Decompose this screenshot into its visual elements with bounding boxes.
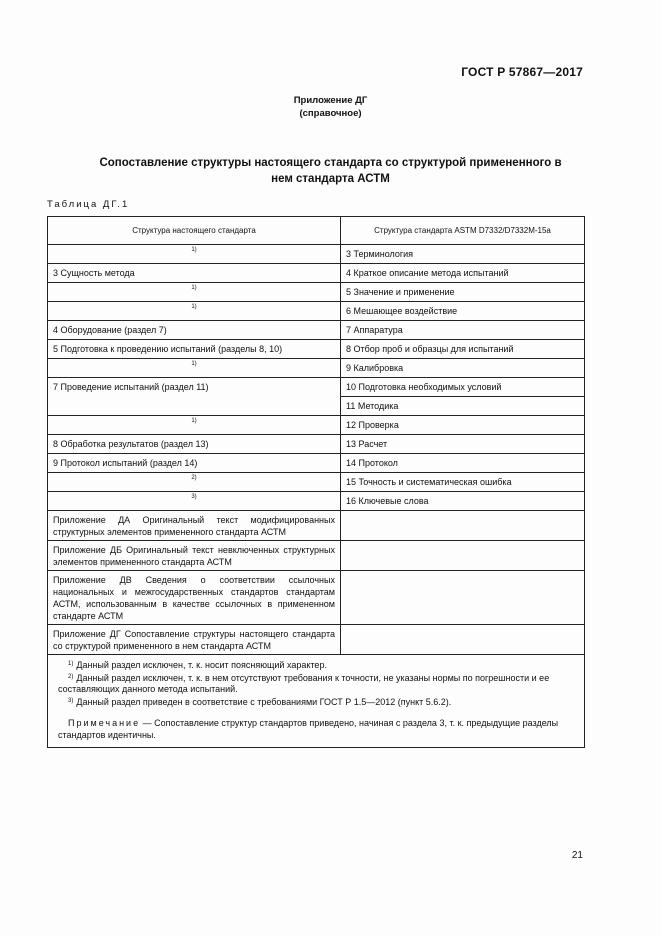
cell-left: Приложение ДБ Оригинальный текст невключенных структурных элементов примененного стандарта АСТМ [48, 541, 341, 571]
cell-left: Приложение ДГ Сопоставление структуры настоящего стандарта со структурой примененного в нем стандарта АСТМ [48, 625, 341, 655]
table-row [48, 571, 585, 625]
cell-right: 15 Точность и систематическая ошибка [341, 473, 585, 492]
appendix-label: Приложение ДГ [293, 95, 368, 106]
cell-right: 5 Значение и применение [341, 283, 585, 302]
cell-right: 10 Подготовка необходимых условий [341, 378, 585, 397]
table-row [48, 340, 585, 359]
cell-left: 7 Проведение испытаний (раздел 11) [48, 378, 341, 416]
table-row [48, 454, 585, 473]
cell-left: Приложение ДА Оригинальный текст модифицированных структурных элементов примененного стандарта АСТМ [48, 511, 341, 541]
table-row [48, 302, 585, 321]
table-row [48, 473, 585, 492]
header-right-column: Структура стандарта ASTM D7332/D7332M-15a [341, 217, 585, 245]
footnote-mark: 1) [68, 661, 74, 667]
table-row [48, 264, 585, 283]
table-row [48, 541, 585, 571]
table-note [58, 718, 578, 741]
cell-left: 4 Оборудование (раздел 7) [48, 321, 341, 340]
table-row [48, 245, 585, 264]
note-label: Примечание [68, 718, 141, 728]
cell-right: 16 Ключевые слова [341, 492, 585, 511]
footnote-mark: 2) [68, 673, 74, 680]
cell-right [341, 625, 585, 655]
page-number: 21 [571, 850, 583, 861]
footnote-text: Данный раздел исключен, т. к. в нем отсутствуют требования к точности, не указаны нормы по погрешности и ее составляющих данного метода испытаний. [58, 672, 550, 694]
cell-right: 12 Проверка [341, 416, 585, 435]
cell-left: 1) [48, 359, 341, 378]
table-row [48, 435, 585, 454]
table-row [48, 321, 585, 340]
section-title: Сопоставление структуры настоящего стандарта со структурой примененного в нем стандарта АСТМ [99, 157, 562, 185]
footnote [58, 672, 578, 696]
table-header-row [48, 217, 585, 245]
table-row [48, 378, 585, 397]
cell-left: 1) [48, 416, 341, 435]
cell-right: 4 Краткое описание метода испытаний [341, 264, 585, 283]
document-code: ГОСТ Р 57867—2017 [461, 65, 583, 79]
cell-left: 3 Сущность метода [48, 264, 341, 283]
footnote-text: Данный раздел исключен, т. к. носит поясняющий характер. [76, 660, 327, 670]
header-left-column: Структура настоящего стандарта [48, 217, 341, 245]
table-row [48, 416, 585, 435]
cell-right: 11 Методика [341, 397, 585, 416]
appendix-heading [0, 94, 661, 120]
table-row [48, 359, 585, 378]
table-row [48, 492, 585, 511]
footnote [58, 659, 578, 672]
cell-right [341, 541, 585, 571]
cell-left: 9 Протокол испытаний (раздел 14) [48, 454, 341, 473]
cell-right: 8 Отбор проб и образцы для испытаний [341, 340, 585, 359]
footnote [58, 696, 578, 709]
cell-right: 7 Аппаратура [341, 321, 585, 340]
cell-right: 6 Мешающее воздействие [341, 302, 585, 321]
table-notes [48, 655, 585, 748]
note-text: — Сопоставление структур стандартов приведено, начиная с раздела 3, т. к. предыдущие разделы стандартов идентичны. [58, 718, 559, 740]
cell-left: 8 Обработка результатов (раздел 13) [48, 435, 341, 454]
cell-left: 1) [48, 283, 341, 302]
cell-left: 2) [48, 473, 341, 492]
cell-right [341, 511, 585, 541]
cell-right: 14 Протокол [341, 454, 585, 473]
cell-left: 3) [48, 492, 341, 511]
table-row [48, 511, 585, 541]
cell-left: 5 Подготовка к проведению испытаний (разделы 8, 10) [48, 340, 341, 359]
table-caption: Таблица ДГ.1 [47, 199, 130, 210]
comparison-table [47, 216, 585, 748]
cell-right [341, 571, 585, 625]
footnote-text: Данный раздел приведен в соответствие с требованиями ГОСТ Р 1.5—2012 (пункт 5.6.2). [76, 696, 452, 707]
table-row [48, 283, 585, 302]
appendix-status: (справочное) [299, 108, 362, 119]
cell-right: 3 Терминология [341, 245, 585, 264]
table-notes-row [48, 655, 585, 748]
cell-left: 1) [48, 245, 341, 264]
cell-left: Приложение ДВ Сведения о соответствии ссылочных национальных и межгосударственных стандартов стандартам АСТМ, использованным в качестве ссылочных в примененном стандарте АСТМ [48, 571, 341, 625]
footnote-mark: 3) [68, 697, 74, 704]
cell-left: 1) [48, 302, 341, 321]
cell-right: 13 Расчет [341, 435, 585, 454]
cell-right: 9 Калибровка [341, 359, 585, 378]
table-row [48, 625, 585, 655]
